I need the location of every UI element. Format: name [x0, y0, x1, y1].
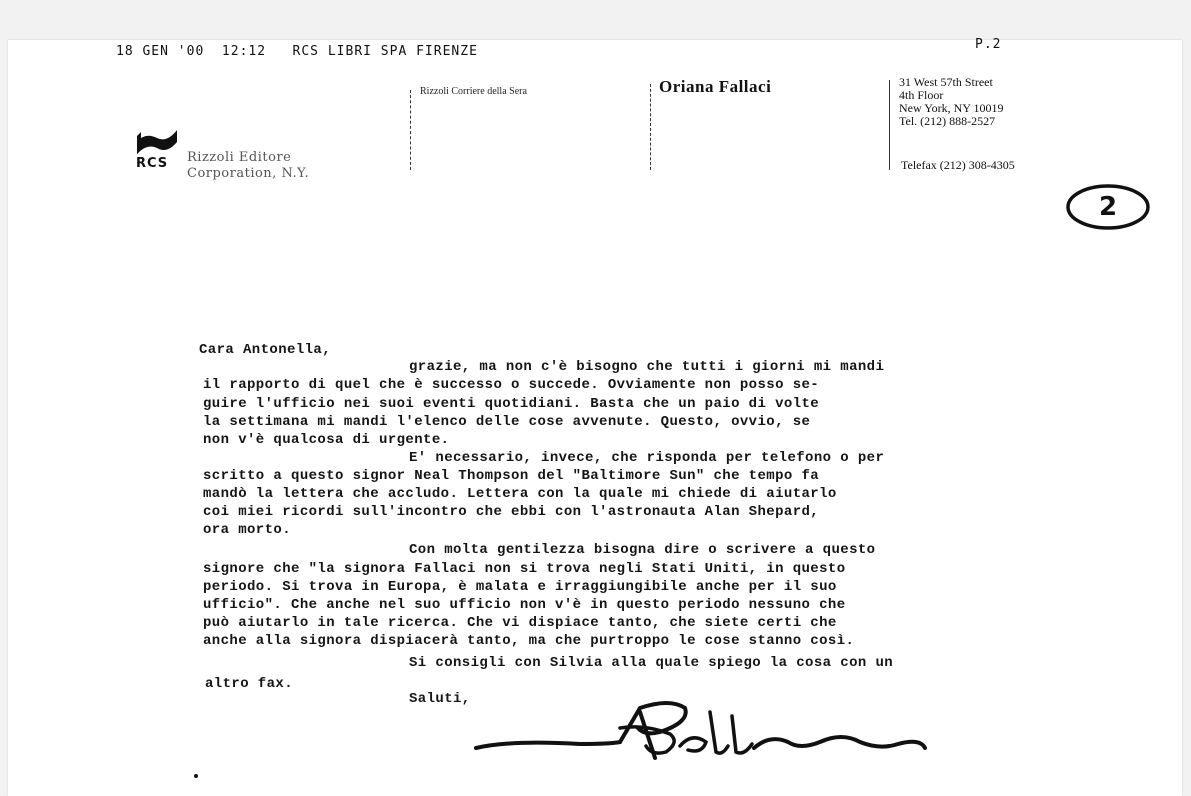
letter-line: Si consigli con Silvia alla quale spiego la cosa con un [409, 655, 894, 671]
letter-line: ora morto. [203, 522, 292, 538]
fax-page-number: P.2 [975, 37, 1002, 52]
letter-line: non v'è qualcosa di urgente. [203, 432, 450, 448]
speck [194, 774, 198, 778]
address-line: Tel. (212) 888-2527 [899, 114, 996, 128]
logo-company-name [187, 150, 309, 182]
letter-line: mandò la lettera che accludo. Lettera con la quale mi chiede di aiutarlo [203, 486, 837, 502]
logo-name-line-2: Corporation, N.Y. [187, 166, 310, 181]
address-line: New York, NY 10019 [899, 101, 1004, 115]
letter-line: coi miei ricordi sull'incontro che ebbi con l'astronauta Alan Shepard, [203, 504, 820, 520]
letter-line: anche alla signora dispiacerà tanto, ma che purtroppo le cose stanno così. [203, 633, 855, 649]
letter-line: altro fax. [205, 676, 294, 692]
letter-line: ufficio". Che anche nel suo ufficio non v'è in questo periodo nessuno che [203, 597, 846, 613]
letter-line: può aiutarlo in tale ricerca. Che vi dispiace tanto, che siete certi che [203, 615, 837, 631]
letter-line: signore che "la signora Fallaci non si trova negli Stati Uniti, in questo [203, 561, 846, 577]
salutation: Cara Antonella, [199, 342, 332, 358]
letter-line: Con molta gentilezza bisogna dire o scrivere a questo [409, 542, 876, 558]
divider [650, 84, 651, 170]
letter-line: E' necessario, invece, che risponda per telefono o per [409, 450, 885, 466]
sender-name: Oriana Fallaci [659, 77, 772, 96]
letter-line: la settimana mi mandi l'elenco delle cose avvenute. Questo, ovvio, se [203, 414, 811, 430]
fax-transmission-header: 18 GEN '00 12:12 RCS LIBRI SPA FIRENZE [116, 44, 478, 59]
handwritten-page-mark [1066, 183, 1150, 231]
address-line: 31 West 57th Street [899, 75, 993, 89]
sender-address [899, 76, 1004, 128]
page-mark-number: 2 [1098, 192, 1118, 222]
closing: Saluti, [409, 691, 471, 707]
letter-line: periodo. Si trova in Europa, è malata e irraggiungibile anche per il suo [203, 579, 837, 595]
sub-company-name: Rizzoli Corriere della Sera [420, 86, 527, 97]
letter-line: scritto a questo signor Neal Thompson del "Baltimore Sun" che tempo fa [203, 468, 820, 484]
rcs-flag-icon [135, 128, 179, 156]
rcs-logo [135, 128, 375, 188]
letter-line: grazie, ma non c'è bisogno che tutti i giorni mi mandi [409, 359, 885, 375]
handwritten-signature-icon [470, 698, 940, 768]
telefax-number: Telefax (212) 308-4305 [901, 158, 1015, 172]
letter-line: il rapporto di quel che è successo o succede. Ovviamente non posso se- [203, 377, 820, 393]
address-line: 4th Floor [899, 88, 944, 102]
signature [470, 698, 940, 772]
divider [889, 80, 890, 170]
logo-name-line-1: Rizzoli Editore [187, 150, 292, 165]
divider [410, 90, 411, 170]
letter-line: guire l'ufficio nei suoi eventi quotidiani. Basta che un paio di volte [203, 396, 820, 412]
logo-abbreviation: RCS [136, 156, 169, 171]
